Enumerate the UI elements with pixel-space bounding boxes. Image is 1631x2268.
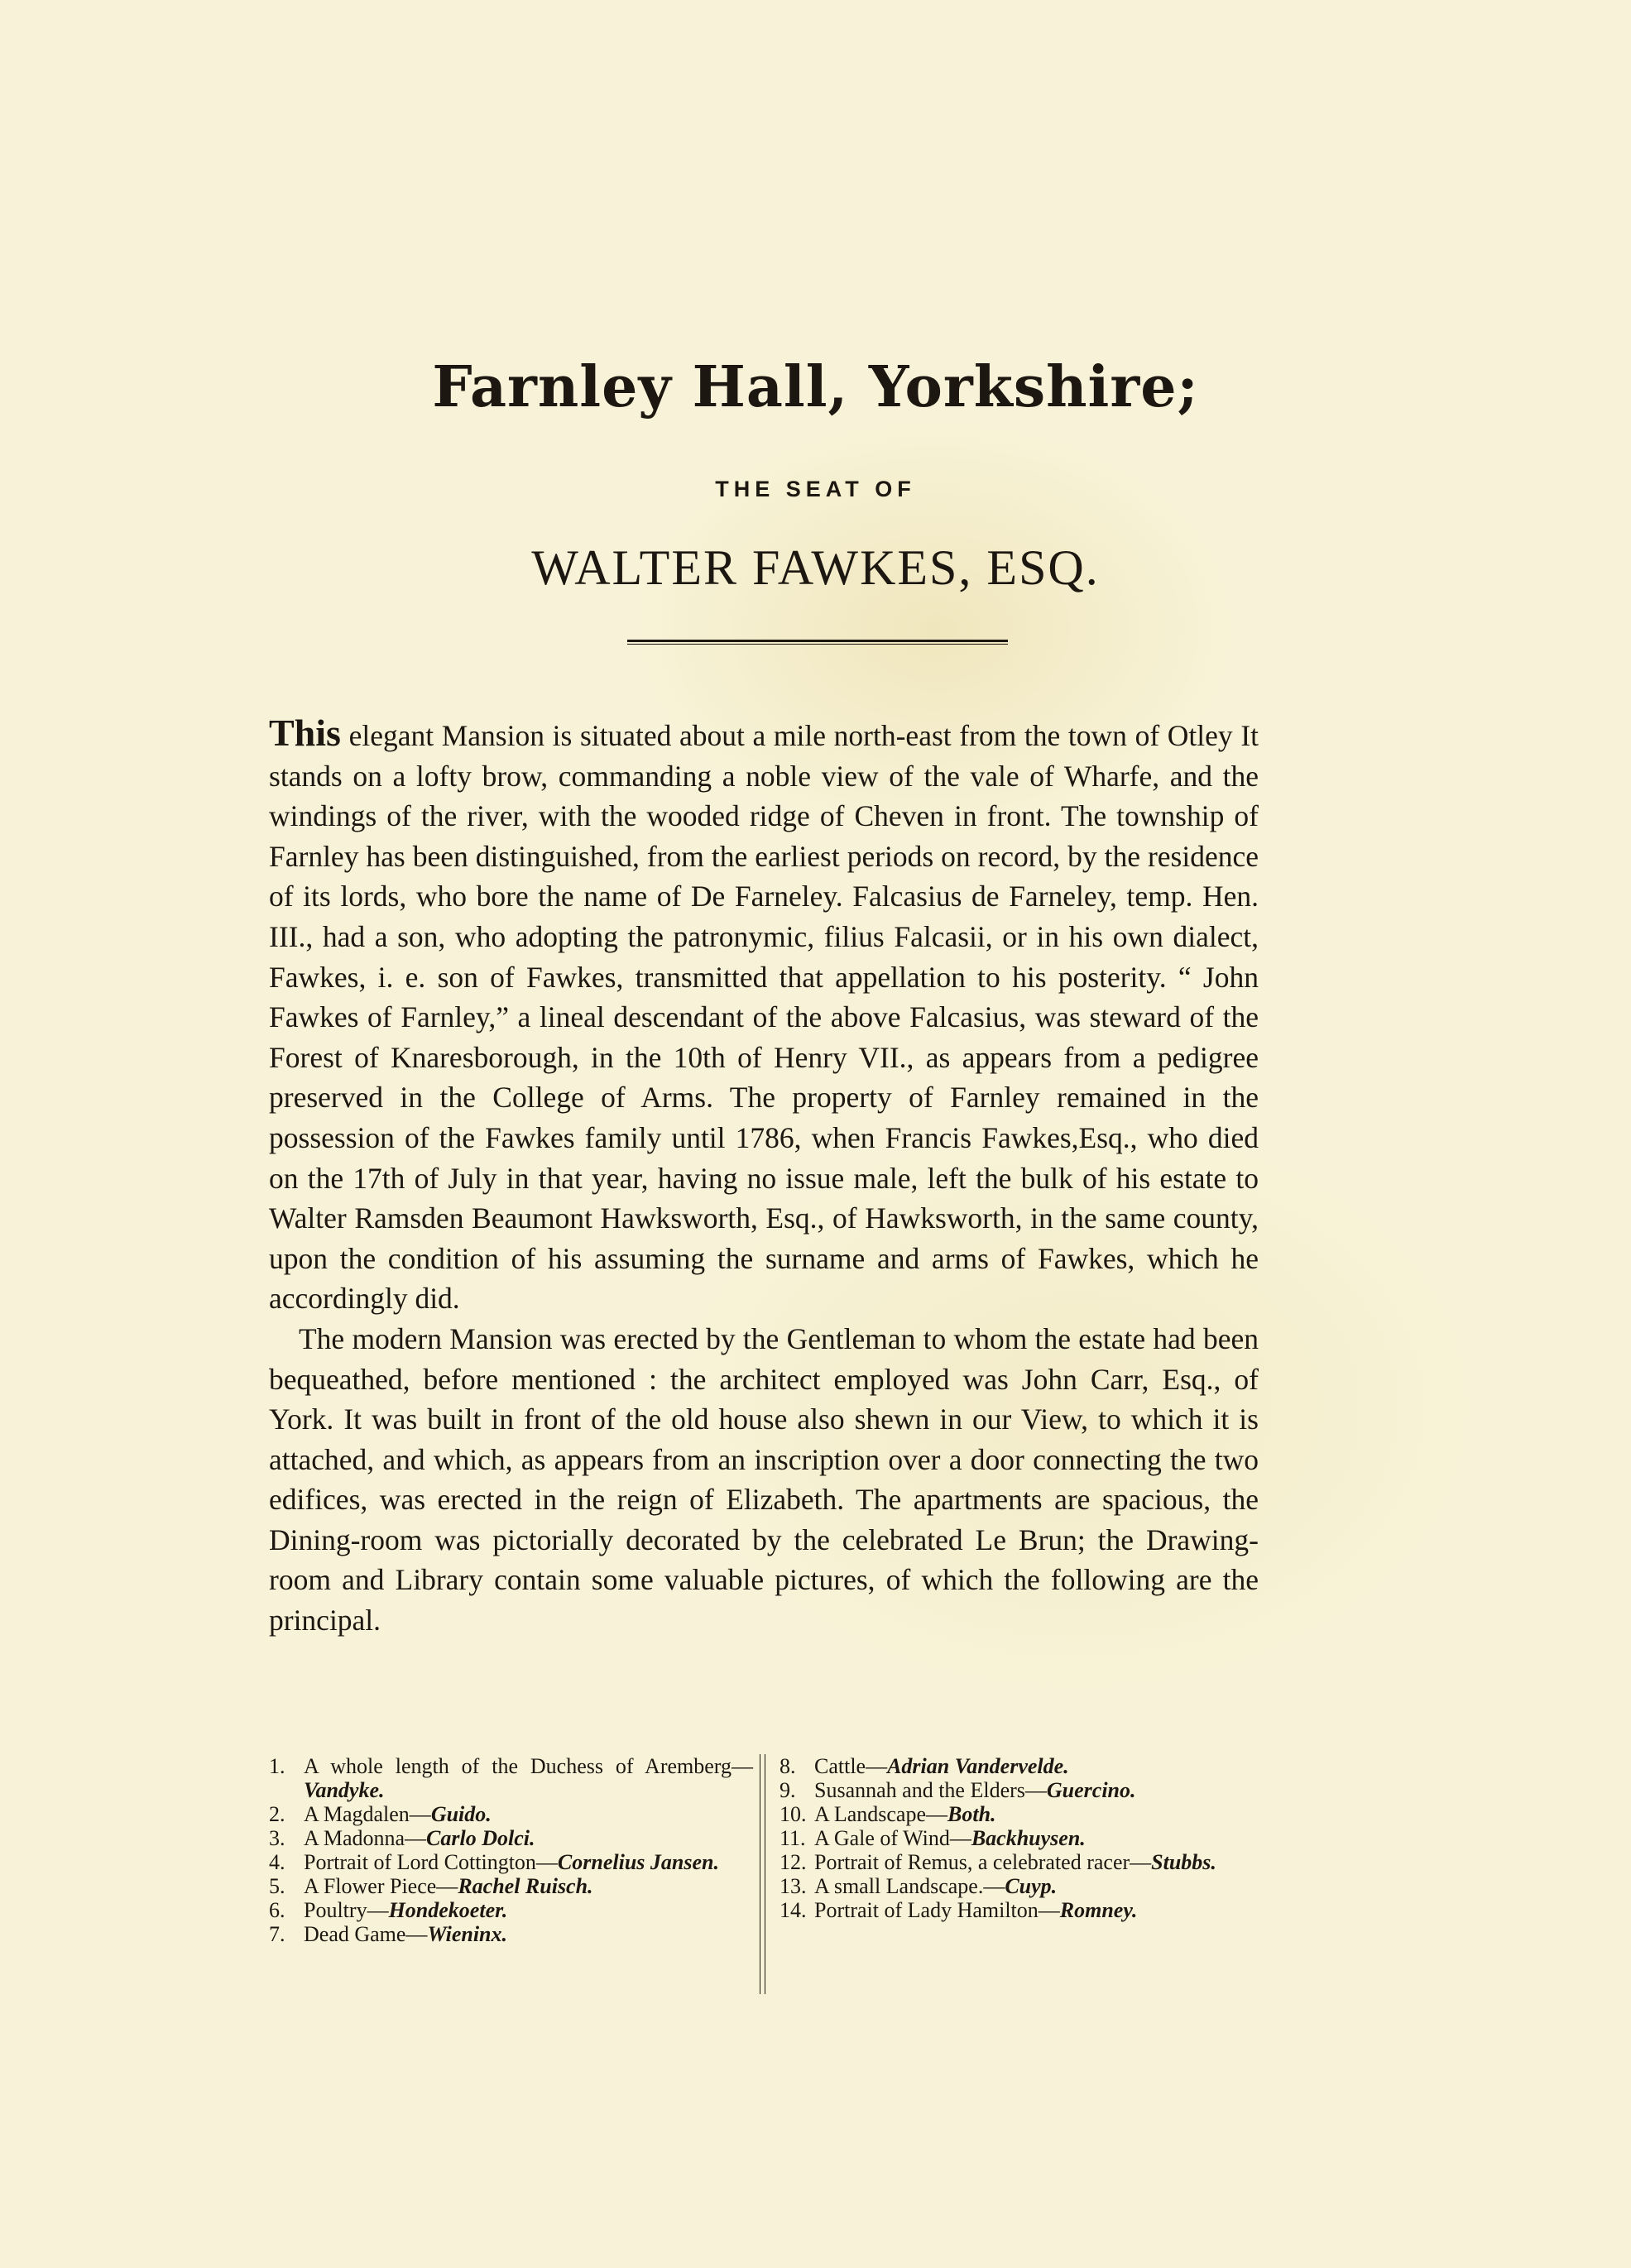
picture-title: Poultry—	[304, 1898, 389, 1922]
picture-artist: Guido.	[430, 1802, 492, 1826]
picture-number: 12.	[780, 1850, 807, 1874]
picture-artist: Guercino.	[1046, 1778, 1136, 1802]
picture-number: 6.	[269, 1898, 285, 1922]
page-subtitle: THE SEAT OF	[715, 477, 916, 501]
picture-title: A Magdalen—	[304, 1802, 431, 1826]
pictures-column-left	[269, 1754, 753, 1946]
picture-number: 11.	[780, 1826, 806, 1850]
drop-cap: This	[269, 712, 341, 754]
picture-item	[269, 1754, 753, 1802]
paragraph-1	[269, 713, 1259, 1319]
picture-item	[780, 1850, 1262, 1874]
picture-item	[780, 1802, 1262, 1826]
picture-title: Cattle—	[814, 1754, 888, 1778]
picture-artist: Hondekoeter.	[388, 1898, 508, 1922]
picture-item	[780, 1754, 1262, 1778]
picture-item	[269, 1850, 753, 1874]
picture-item	[780, 1874, 1262, 1898]
picture-title: Portrait of Remus, a celebrated racer—	[814, 1850, 1152, 1874]
picture-title: Susannah and the Elders—	[814, 1778, 1047, 1802]
picture-number: 5.	[269, 1874, 285, 1898]
picture-item	[780, 1826, 1262, 1850]
page-title: Farnley Hall, Yorkshire;	[432, 354, 1199, 420]
pictures-column-right	[780, 1754, 1262, 1922]
picture-number: 8.	[780, 1754, 796, 1778]
picture-item	[269, 1922, 753, 1946]
picture-number: 9.	[780, 1778, 796, 1802]
picture-title: Portrait of Lady Hamilton—	[814, 1898, 1060, 1922]
picture-number: 14.	[780, 1898, 807, 1922]
column-divider	[760, 1754, 765, 1994]
picture-artist: Adrian Vandervelde.	[887, 1754, 1069, 1778]
picture-title: A Flower Piece—	[304, 1874, 458, 1898]
picture-item	[269, 1874, 753, 1898]
picture-number: 2.	[269, 1802, 285, 1826]
picture-artist: Both.	[947, 1802, 996, 1826]
picture-title: Portrait of Lord Cottington—	[304, 1850, 558, 1874]
description	[269, 713, 1259, 1641]
picture-item	[780, 1778, 1262, 1802]
picture-number: 3.	[269, 1826, 285, 1850]
picture-item	[269, 1898, 753, 1922]
picture-item	[780, 1898, 1262, 1922]
picture-title: A whole length of the Duchess of Aremberg—	[304, 1754, 753, 1778]
picture-artist: Wieninx.	[427, 1922, 507, 1946]
picture-item	[269, 1802, 753, 1826]
picture-title: Dead Game—	[304, 1922, 428, 1946]
picture-artist: Cornelius Jansen.	[557, 1850, 719, 1874]
picture-artist: Cuyp.	[1005, 1874, 1058, 1898]
paragraph-1-text: elegant Mansion is situated about a mile north-east from the town of Otley It stands on a lofty brow, commanding a noble view of the vale of Wharfe, and the windings of the river, with the wooded ridge of Cheven in front. The township of Farnley has been distinguished, from the earliest periods on record, by the residence of its lords, who bore the name of De Farneley. Falcasius de Farneley, temp. Hen. III., had a son, who adopting the patronymic, filius Falcasii, or in his own dialect, Fawkes, i. e. son of Fawkes, transmitted that appellation to his posterity. “ John Fawkes of Farnley,” a lineal descendant of the above Falcasius, was steward of the Forest of Knaresborough, in the 10th of Henry VII., as appears from a pedigree preserved in the College of Arms. The property of Farnley remained in the possession of the Fawkes family until 1786, when Francis Fawkes,Esq., who died on the 17th of July in that year, having no issue male, left the bulk of his estate to Walter Ramsden Beaumont Hawksworth, Esq., of Hawksworth, in the same county, upon the condition of his assuming the surname and arms of Fawkes, which he accordingly did.	[269, 719, 1259, 1316]
picture-number: 10.	[780, 1802, 807, 1826]
picture-artist: Stubbs.	[1151, 1850, 1216, 1874]
picture-number: 7.	[269, 1922, 285, 1946]
picture-title: A Gale of Wind—	[814, 1826, 971, 1850]
picture-title: A small Landscape.—	[814, 1874, 1005, 1898]
picture-artist: Carlo Dolci.	[426, 1826, 535, 1850]
title-rule	[627, 640, 1008, 645]
picture-artist: Rachel Ruisch.	[458, 1874, 593, 1898]
picture-title: A Madonna—	[304, 1826, 427, 1850]
picture-artist: Romney.	[1059, 1898, 1138, 1922]
picture-artist: Vandyke.	[304, 1778, 385, 1802]
picture-title: A Landscape—	[814, 1802, 948, 1826]
picture-number: 1.	[269, 1754, 285, 1778]
picture-number: 4.	[269, 1850, 285, 1874]
picture-number: 13.	[780, 1874, 807, 1898]
owner-name: WALTER FAWKES, ESQ.	[531, 540, 1100, 595]
picture-item	[269, 1826, 753, 1850]
paragraph-2: The modern Mansion was erected by the Gentleman to whom the estate had been bequeathed, before mentioned : the architect employed was John Carr, Esq., of York. It was built in front of the old house also shewn in our View, to which it is attached, and which, as appears from an inscription over a door connecting the two edifices, was erected in the reign of Elizabeth. The apartments are spacious, the Dining-room was pictorially decorated by the celebrated Le Brun; the Drawing-room and Library contain some valuable pictures, of which the following are the principal.	[269, 1321, 1259, 1637]
picture-artist: Backhuysen.	[971, 1826, 1086, 1850]
